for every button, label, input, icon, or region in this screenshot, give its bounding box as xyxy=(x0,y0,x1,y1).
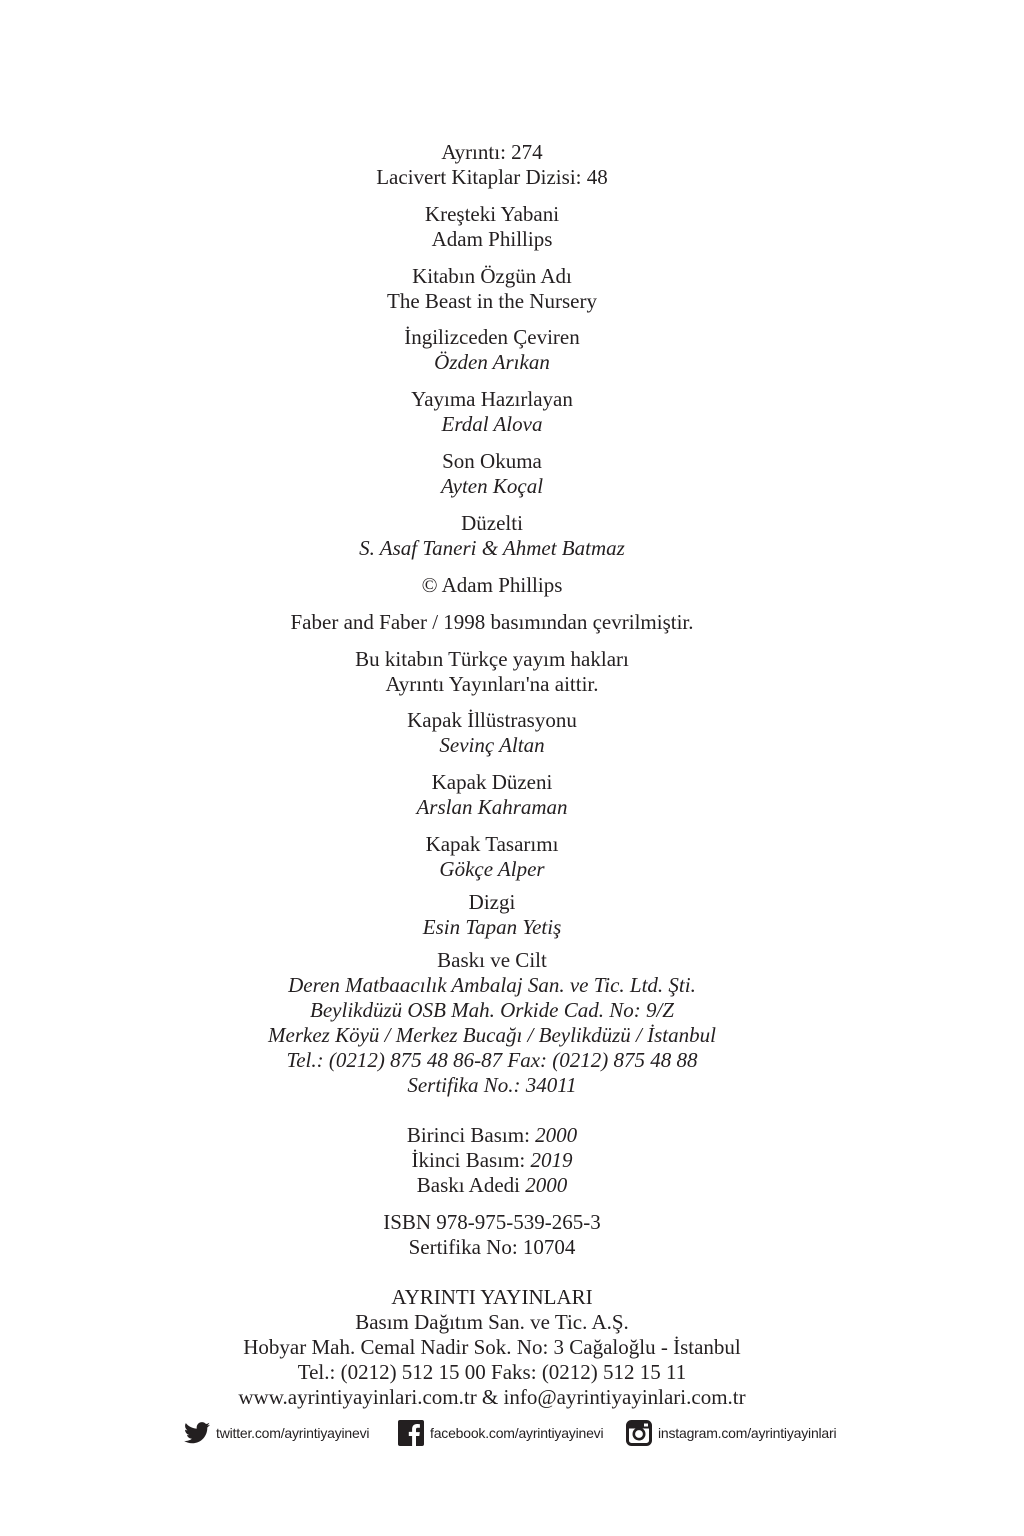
proofreader-name: Ayten Koçal xyxy=(440,474,544,498)
printer-line: Sertifika No.: 34011 xyxy=(407,1073,577,1097)
print-count: 2000 xyxy=(525,1173,568,1197)
series-name: Lacivert Kitaplar Dizisi: 48 xyxy=(376,165,608,189)
typesetting-label: Dizgi xyxy=(468,890,516,914)
book-title-label: Kreşteki Yabani xyxy=(424,202,560,226)
edition-line xyxy=(0,1123,984,1148)
cover-layout-name: Arslan Kahraman xyxy=(416,795,568,819)
original-title-label: Kitabın Özgün Adı xyxy=(412,264,572,288)
printer-line: Deren Matbaacılık Ambalaj San. ve Tic. Ltd. Şti. xyxy=(288,973,696,997)
edition-line xyxy=(0,1173,984,1198)
edition-label: Baskı Adedi xyxy=(416,1173,526,1197)
editor-label: Yayıma Hazırlayan xyxy=(411,387,573,411)
edition-year: 2000 xyxy=(535,1123,578,1147)
printing-label: Baskı ve Cilt xyxy=(437,948,547,972)
publisher-line: Basım Dağıtım San. ve Tic. A.Ş. xyxy=(355,1310,629,1334)
correction-label: Düzelti xyxy=(461,511,523,535)
printer-line: Beylikdüzü OSB Mah. Orkide Cad. No: 9/Z xyxy=(310,998,674,1022)
edition-year: 2019 xyxy=(530,1148,573,1172)
facebook-icon xyxy=(398,1420,424,1446)
publisher-address: Hobyar Mah. Cemal Nadir Sok. No: 3 Cağaloğlu - İstanbul xyxy=(243,1335,741,1359)
printer-line: Tel.: (0212) 875 48 86-87 Fax: (0212) 875 48 88 xyxy=(286,1048,698,1072)
social-twitter xyxy=(184,1418,369,1448)
publisher-name: AYRINTI YAYINLARI xyxy=(391,1285,593,1309)
correction-names: S. Asaf Taneri & Ahmet Batmaz xyxy=(359,536,625,560)
publisher-phone: Tel.: (0212) 512 15 00 Faks: (0212) 512 15 11 xyxy=(297,1360,687,1384)
instagram-handle: instagram.com/ayrintiyayinlari xyxy=(658,1425,837,1441)
cover-layout-label: Kapak Düzeni xyxy=(431,770,553,794)
publisher-web-email: www.ayrintiyayinlari.com.tr & info@ayrintiyayinlari.com.tr xyxy=(238,1385,746,1409)
proofreading-label: Son Okuma xyxy=(442,449,542,473)
book-author: Adam Phillips xyxy=(431,227,553,251)
social-facebook xyxy=(398,1418,603,1448)
twitter-handle: twitter.com/ayrintiyayinevi xyxy=(216,1425,370,1441)
rights-line-1: Bu kitabın Türkçe yayım hakları xyxy=(355,647,629,671)
certificate-number: Sertifika No: 10704 xyxy=(408,1235,576,1259)
isbn: ISBN 978-975-539-265-3 xyxy=(383,1210,601,1234)
edition-line xyxy=(0,1148,984,1173)
edition-label: Birinci Basım: xyxy=(406,1123,536,1147)
instagram-icon xyxy=(626,1420,652,1446)
rights-line-2: Ayrıntı Yayınları'na aittir. xyxy=(385,672,599,696)
source-edition: Faber and Faber / 1998 basımından çevrilmiştir. xyxy=(290,610,694,634)
facebook-handle: facebook.com/ayrintiyayinevi xyxy=(430,1425,604,1441)
cover-design-label: Kapak Tasarımı xyxy=(425,832,559,856)
printer-line: Merkez Köyü / Merkez Bucağı / Beylikdüzü / İstanbul xyxy=(268,1023,716,1047)
original-title: The Beast in the Nursery xyxy=(387,289,597,313)
editor-name: Erdal Alova xyxy=(441,412,543,436)
twitter-icon xyxy=(184,1422,210,1444)
cover-designer-name: Gökçe Alper xyxy=(439,857,545,881)
translator-name: Özden Arıkan xyxy=(434,350,550,374)
typesetter-name: Esin Tapan Yetiş xyxy=(422,915,562,939)
translator-label: İngilizceden Çeviren xyxy=(404,325,580,349)
cover-illustration-label: Kapak İllüstrasyonu xyxy=(407,708,577,732)
edition-label: İkinci Basım: xyxy=(411,1148,531,1172)
copyright-notice: © Adam Phillips xyxy=(421,573,563,597)
social-instagram xyxy=(626,1418,836,1448)
series-number: Ayrıntı: 274 xyxy=(441,140,543,164)
cover-illustrator-name: Sevinç Altan xyxy=(439,733,545,757)
